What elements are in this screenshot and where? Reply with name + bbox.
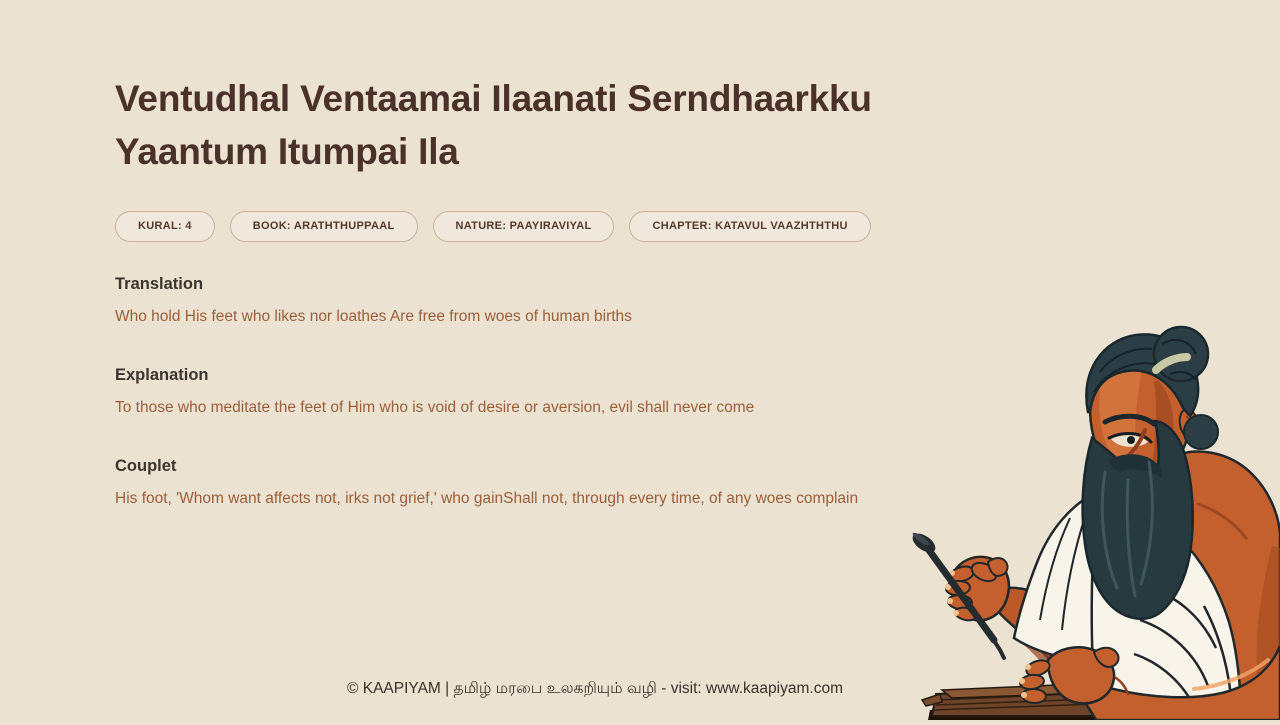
hair-band	[1156, 357, 1187, 370]
kural-title-line-1: Ventudhal Ventaamai Ilaanati Serndhaarkku	[115, 78, 872, 119]
kural-title	[115, 72, 1075, 178]
translation-heading: Translation	[115, 275, 204, 293]
mustache	[1109, 454, 1162, 478]
hair-bun	[1154, 327, 1208, 381]
couplet-heading: Couplet	[115, 457, 177, 475]
section-translation	[115, 275, 1075, 328]
footer-text: © KAAPIYAM | தமிழ் மரபை உலகறியும் வழி - visit: www.kaapiyam.com	[347, 680, 843, 697]
kural-title-line-2: Yaantum Itumpai Ila	[115, 131, 459, 172]
robe-stripe	[1140, 620, 1208, 686]
sage-hair	[1086, 327, 1218, 449]
eyebrow	[1105, 416, 1154, 424]
robe-stripe	[1204, 606, 1232, 710]
robe-stripe	[1134, 654, 1198, 716]
couplet-body: His foot, 'Whom want affects not, irks not grief,' who gainShall not, through every time, of any woes complain	[115, 490, 859, 507]
eye	[1111, 435, 1148, 447]
sage-beard	[1083, 421, 1193, 619]
section-couplet	[115, 457, 1075, 510]
nose	[1115, 430, 1145, 466]
stylus	[909, 530, 1004, 658]
badge-kural-number: KURAL: 4	[115, 211, 215, 242]
badge-row	[115, 211, 1075, 242]
explanation-heading: Explanation	[115, 366, 209, 384]
badge-chapter: CHAPTER: KATAVUL VAAZHTHTHU	[629, 211, 870, 242]
index-finger	[969, 559, 999, 584]
footer	[115, 680, 1075, 699]
stylus-hand	[909, 530, 1009, 658]
sage-body	[1132, 452, 1280, 720]
thumb	[988, 558, 1008, 576]
section-explanation	[115, 366, 1075, 419]
translation-body: Who hold His feet who likes nor loathes Are free from woes of human births	[115, 308, 632, 325]
badge-book: BOOK: ARATHTHUPPAAL	[230, 211, 418, 242]
sage-head	[1090, 352, 1201, 481]
explanation-body: To those who meditate the feet of Him who is void of desire or aversion, evil shall never come	[115, 399, 755, 416]
badge-nature: NATURE: PAAYIRAVIYAL	[433, 211, 615, 242]
robe-stripe	[1148, 588, 1216, 648]
main-content	[115, 0, 1075, 510]
sage-ear	[1177, 407, 1201, 440]
sage-face	[1105, 416, 1154, 472]
